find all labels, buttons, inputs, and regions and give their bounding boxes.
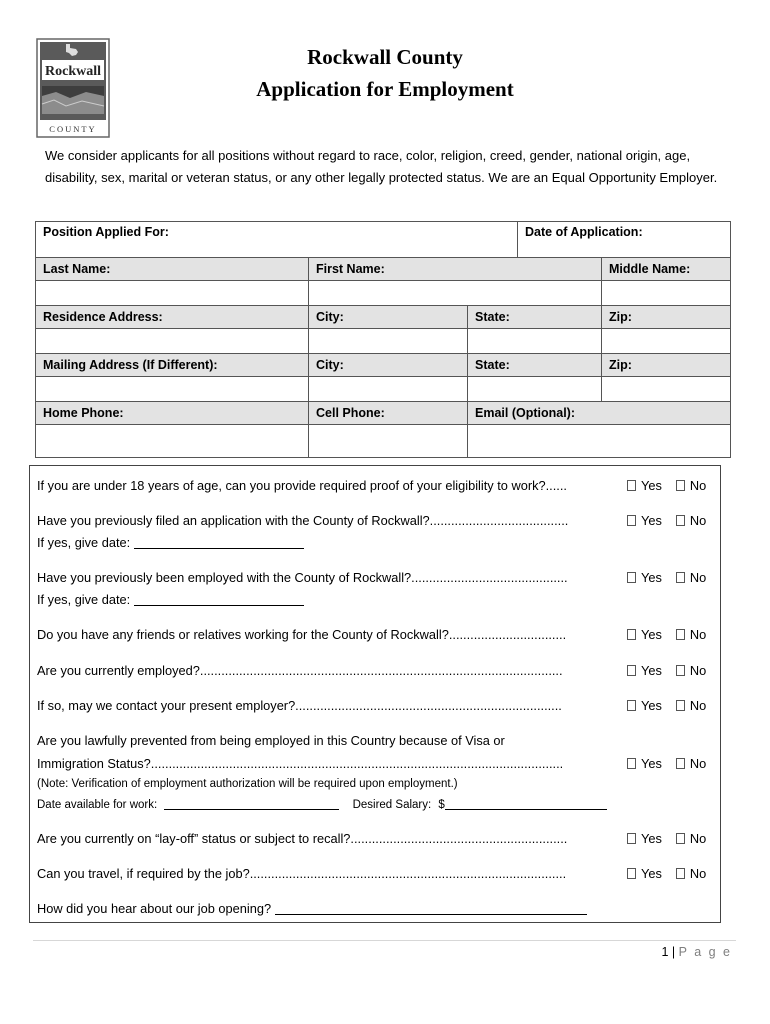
- no-label: No: [689, 866, 707, 881]
- yes-no-eligibility: [627, 478, 706, 493]
- previous-employment-date-input[interactable]: [134, 593, 304, 606]
- mailing-zip-label: Zip:: [602, 354, 731, 377]
- question-friends-relatives: Do you have any friends or relatives working for the County of Rockwall?.................................: [37, 627, 567, 642]
- yes-label: Yes: [641, 698, 662, 713]
- question-visa-status-line2: Immigration Status?....................................................................................................................: [37, 756, 564, 771]
- date-available-label: Date available for work:: [37, 799, 158, 811]
- middle-name-label: Middle Name:: [602, 258, 731, 281]
- residence-address-label: Residence Address:: [36, 306, 309, 329]
- page-footer: [661, 945, 732, 959]
- job-source-label: How did you hear about our job opening?: [37, 901, 272, 916]
- no-label: No: [689, 627, 707, 642]
- desired-salary-input[interactable]: [445, 797, 607, 810]
- questions-section: [29, 465, 721, 923]
- no-label: No: [689, 698, 707, 713]
- yes-no-previous-employment: [627, 570, 706, 585]
- svg-text:Rockwall: Rockwall: [45, 64, 101, 79]
- no-label: No: [689, 513, 707, 528]
- svg-text:COUNTY: COUNTY: [49, 124, 97, 134]
- previous-application-date: [37, 535, 304, 550]
- mailing-state-input[interactable]: [468, 377, 602, 402]
- residence-city-input[interactable]: [309, 329, 468, 354]
- first-name-input[interactable]: [309, 281, 602, 306]
- yes-checkbox[interactable]: [627, 758, 636, 769]
- eeo-statement: We consider applicants for all positions without regard to race, color, religion, creed, gender, national origin, age, disability, sex, marital or veteran status, or any other legally protected status. We are an Equal Opportunity Employer.: [45, 148, 718, 185]
- yes-no-previous-application: [627, 513, 706, 528]
- residence-state-input[interactable]: [468, 329, 602, 354]
- last-name-input[interactable]: [36, 281, 309, 306]
- footer-divider: [33, 940, 736, 941]
- no-label: No: [689, 570, 707, 585]
- document-title: Rockwall County: [307, 45, 463, 69]
- question-previous-employment: Have you previously been employed with the County of Rockwall?............................................: [37, 570, 568, 585]
- yes-checkbox[interactable]: [627, 868, 636, 879]
- residence-zip-label: Zip:: [602, 306, 731, 329]
- no-checkbox[interactable]: [676, 629, 685, 640]
- date-available-input[interactable]: [164, 797, 339, 810]
- yes-label: Yes: [641, 866, 662, 881]
- mailing-address-label: Mailing Address (If Different):: [36, 354, 309, 377]
- question-travel: Can you travel, if required by the job?.........................................................................................: [37, 866, 567, 881]
- cell-phone-label: Cell Phone:: [309, 402, 468, 425]
- yes-label: Yes: [641, 513, 662, 528]
- desired-salary-label: Desired Salary:: [352, 799, 432, 811]
- date-of-application-field[interactable]: [518, 222, 731, 258]
- position-applied-for-field[interactable]: [36, 222, 518, 258]
- cell-phone-input[interactable]: [309, 425, 468, 458]
- employment-authorization-note: (Note: Verification of employment authorization will be required upon employment.): [37, 778, 458, 790]
- yes-no-currently-employed: [627, 663, 706, 678]
- question-eligibility-under-18: If you are under 18 years of age, can you provide required proof of your eligibility to work?......: [37, 478, 567, 493]
- first-name-label: First Name:: [309, 258, 602, 281]
- yes-checkbox[interactable]: [627, 665, 636, 676]
- yes-label: Yes: [641, 627, 662, 642]
- residence-zip-input[interactable]: [602, 329, 731, 354]
- yes-label: Yes: [641, 478, 662, 493]
- availability-salary-row: [37, 797, 607, 811]
- yes-checkbox[interactable]: [627, 833, 636, 844]
- question-layoff-status: Are you currently on “lay-off” status or subject to recall?.............................................................: [37, 831, 568, 846]
- email-label: Email (Optional):: [468, 402, 731, 425]
- mailing-city-label: City:: [309, 354, 468, 377]
- yes-label: Yes: [641, 831, 662, 846]
- no-checkbox[interactable]: [676, 868, 685, 879]
- yes-no-visa-status: [627, 756, 706, 771]
- if-yes-date-label: If yes, give date:: [37, 592, 131, 607]
- mailing-address-input[interactable]: [36, 377, 309, 402]
- yes-checkbox[interactable]: [627, 515, 636, 526]
- if-yes-date-label: If yes, give date:: [37, 535, 131, 550]
- page-number: 1: [661, 945, 669, 959]
- question-visa-status-line1: Are you lawfully prevented from being employed in this Country because of Visa or: [37, 733, 505, 748]
- page-separator: |: [671, 945, 676, 959]
- date-of-application-label: Date of Application:: [525, 225, 643, 239]
- no-checkbox[interactable]: [676, 572, 685, 583]
- middle-name-input[interactable]: [602, 281, 731, 306]
- residence-state-label: State:: [468, 306, 602, 329]
- no-label: No: [689, 663, 707, 678]
- yes-no-layoff-status: [627, 831, 706, 846]
- mailing-state-label: State:: [468, 354, 602, 377]
- no-label: No: [689, 831, 707, 846]
- mailing-zip-input[interactable]: [602, 377, 731, 402]
- no-checkbox[interactable]: [676, 833, 685, 844]
- question-previous-application: Have you previously filed an application with the County of Rockwall?.......................................: [37, 513, 569, 528]
- question-contact-employer: If so, may we contact your present employer?...........................................................................: [37, 698, 562, 713]
- page-label: P a g e: [678, 945, 732, 959]
- yes-checkbox[interactable]: [627, 572, 636, 583]
- no-checkbox[interactable]: [676, 758, 685, 769]
- job-source-input[interactable]: [275, 902, 587, 915]
- document-subtitle: Application for Employment: [256, 77, 514, 101]
- question-job-source: [37, 901, 587, 916]
- previous-employment-date: [37, 592, 304, 607]
- no-checkbox[interactable]: [676, 700, 685, 711]
- yes-checkbox[interactable]: [627, 700, 636, 711]
- yes-label: Yes: [641, 756, 662, 771]
- yes-no-travel: [627, 866, 706, 881]
- residence-address-input[interactable]: [36, 329, 309, 354]
- no-label: No: [689, 478, 707, 493]
- yes-label: Yes: [641, 663, 662, 678]
- last-name-label: Last Name:: [36, 258, 309, 281]
- no-label: No: [689, 756, 707, 771]
- yes-no-contact-employer: [627, 698, 706, 713]
- no-checkbox[interactable]: [676, 515, 685, 526]
- yes-no-friends-relatives: [627, 627, 706, 642]
- applicant-info-table: [35, 221, 731, 458]
- mailing-city-input[interactable]: [309, 377, 468, 402]
- residence-city-label: City:: [309, 306, 468, 329]
- home-phone-input[interactable]: [36, 425, 309, 458]
- no-checkbox[interactable]: [676, 665, 685, 676]
- yes-checkbox[interactable]: [627, 629, 636, 640]
- no-checkbox[interactable]: [676, 480, 685, 491]
- dollar-sign: $: [438, 799, 445, 811]
- yes-checkbox[interactable]: [627, 480, 636, 491]
- home-phone-label: Home Phone:: [36, 402, 309, 425]
- position-applied-for-label: Position Applied For:: [43, 225, 169, 239]
- previous-application-date-input[interactable]: [134, 536, 304, 549]
- yes-label: Yes: [641, 570, 662, 585]
- email-input[interactable]: [468, 425, 731, 458]
- question-currently-employed: Are you currently employed?......................................................................................................: [37, 663, 563, 678]
